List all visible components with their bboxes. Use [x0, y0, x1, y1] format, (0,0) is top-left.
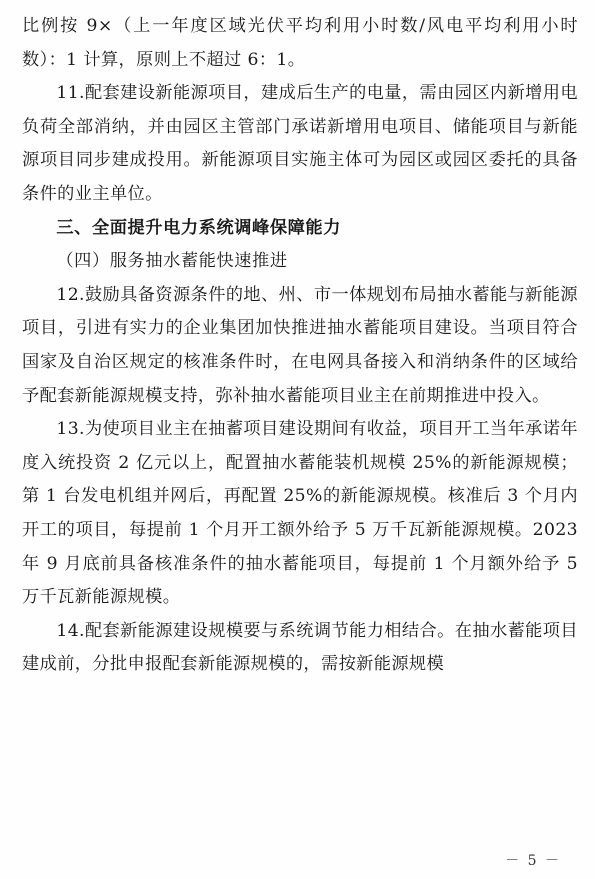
subsection-heading-4: （四）服务抽水蓄能快速推进 [56, 251, 288, 272]
paragraph-item-12: 12.鼓励具备资源条件的地、州、市一体规划布局抽水蓄能与新能源项目，引进有实力的企业集团加快推进抽水蓄能项目建设。当项目符合国家及自治区规定的核准条件时，在电网具备接入和消纳条件的区域给予配套新能源规模支持，弥补抽水蓄能项目业主在前期推进中投入。 [22, 284, 578, 406]
page-number: － 5 － [505, 853, 561, 869]
paragraph-item-14: 14.配套新能源建设规模要与系统调节能力相结合。在抽水蓄能项目建成前，分批申报配套新能源规模的，需按新能源规模 [22, 620, 578, 675]
paragraph-item-11: 11.配套建设新能源项目，建成后生产的电量，需由园区内新增用电负荷全部消纳，并由园区主管部门承诺新增用电项目、储能项目与新能源项目同步建成投用。新能源项目实施主体可为园区或园区委托的具备条件的业主单位。 [22, 83, 578, 204]
section-heading-3: 三、全面提升电力系统调峰保障能力 [56, 217, 341, 238]
page-content [22, 10, 578, 682]
paragraph-item-13: 13.为使项目业主在抽蓄项目建设期间有收益，项目开工当年承诺年度入统投资 2 亿元以上，配置抽水蓄能装机规模 25%的新能源规模；第 1 台发电机组并网后，再配置 25%的新能源规模。核准后 3 个月内开工的项目，每提前 1 个月开工额外给予 5 万千瓦新能源规模。2023 年 9 月底前具备核准条件的抽水蓄能项目，每提前 1 个月额外给予 5 万千瓦新能源规模。 [22, 419, 578, 608]
paragraph-ratio-continuation: 比例按 9×（上一年度区域光伏平均利用小时数/风电平均利用小时数）：1 计算，原则上不超过 6：1。 [22, 16, 578, 70]
